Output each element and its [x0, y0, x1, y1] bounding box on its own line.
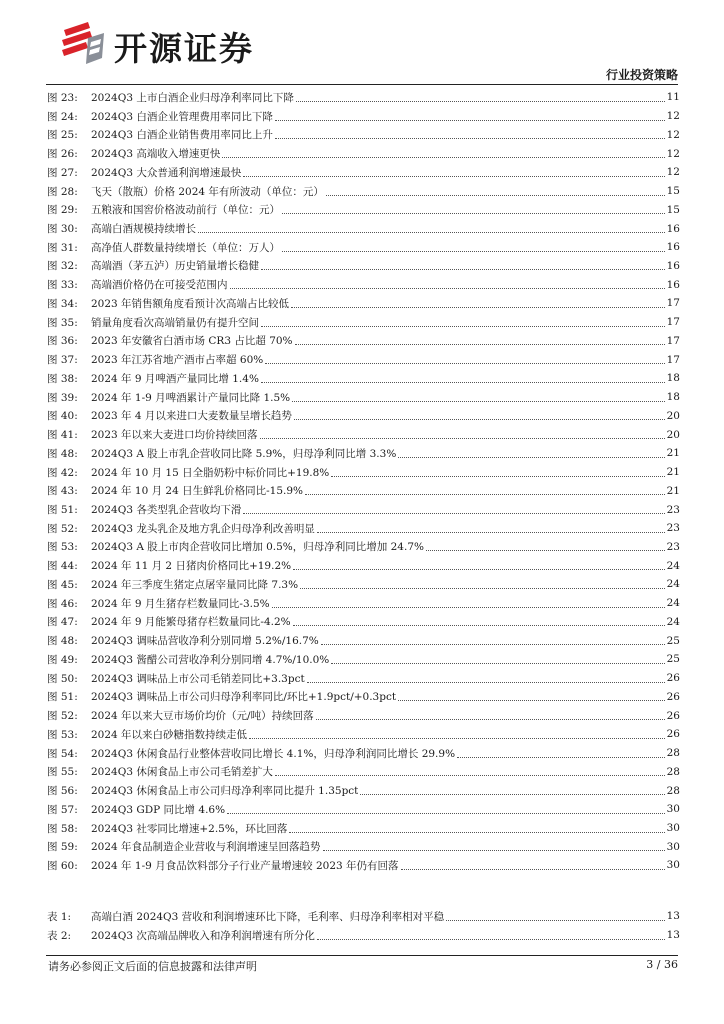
- dot-leader: [307, 682, 665, 683]
- figure-entry[interactable]: [47, 388, 680, 407]
- figure-entry-title[interactable]: 2023 年安徽省白酒市场 CR3 占比超 70%: [91, 335, 293, 348]
- figure-entry-title[interactable]: 2024Q3 酱醋公司营收净利分别同增 4.7%/10.0%: [91, 653, 330, 666]
- figure-entry-title[interactable]: 2024Q3 调味品上市公司归母净利率同比/环比+1.9pct/+0.3pct: [91, 691, 397, 704]
- figure-entry[interactable]: [47, 163, 680, 182]
- dot-leader: [292, 401, 664, 402]
- figure-entry[interactable]: [47, 463, 680, 482]
- header-divider: [46, 84, 678, 85]
- figure-entry-title[interactable]: 2024Q3 龙头乳企及地方乳企归母净利改善明显: [91, 522, 315, 535]
- figure-entry[interactable]: [47, 837, 680, 856]
- table-entry[interactable]: [47, 907, 680, 926]
- figure-entry-title[interactable]: 2023 年江苏省地产酒市占率超 60%: [91, 354, 264, 367]
- figure-entry-page[interactable]: 11: [666, 91, 680, 104]
- dot-leader: [446, 920, 664, 921]
- figure-entry-page[interactable]: 16: [666, 222, 680, 235]
- figure-entry-number: 图 51:: [47, 691, 78, 704]
- figure-entry[interactable]: [47, 332, 680, 351]
- figure-entry[interactable]: [47, 219, 680, 238]
- figure-entry[interactable]: [47, 631, 680, 650]
- figure-entry-number: 图 56:: [47, 785, 78, 798]
- dot-leader: [398, 700, 665, 701]
- figure-entry-page[interactable]: 18: [666, 391, 680, 404]
- table-list: [47, 907, 680, 944]
- figure-entry[interactable]: [47, 650, 680, 669]
- dot-leader: [323, 850, 665, 851]
- dot-leader: [289, 832, 664, 833]
- figure-entry-number: 图 32:: [47, 260, 78, 273]
- figure-entry-number: 图 27:: [47, 166, 78, 179]
- figure-entry-page[interactable]: 12: [666, 147, 680, 160]
- figure-entry-number: 图 60:: [47, 859, 78, 872]
- dot-leader: [198, 232, 665, 233]
- figure-entry-title[interactable]: 2024Q3 A 股上市乳企营收同比降 5.9%，归母净利同比增 3.3%: [91, 447, 397, 460]
- figure-entry[interactable]: [47, 257, 680, 276]
- figure-entry-title[interactable]: 2024 年 1-9 月啤酒累计产量同比降 1.5%: [91, 391, 291, 404]
- figure-entry-page[interactable]: 20: [666, 428, 680, 441]
- footer-divider: [46, 955, 678, 956]
- figure-entry-title[interactable]: 2024Q3 社零同比增速+2.5%，环比回落: [91, 822, 288, 835]
- figure-entry-number: 图 51:: [47, 504, 78, 517]
- footer-disclaimer: 请务必参阅正文后面的信息披露和法律声明: [48, 960, 257, 973]
- table-entry-number: 表 2:: [47, 929, 72, 942]
- figure-entry-title[interactable]: 高端酒价格仍在可接受范围内: [91, 279, 228, 292]
- figure-entry-number: 图 25:: [47, 129, 78, 142]
- figure-entry-number: 图 23:: [47, 91, 78, 104]
- figure-entry[interactable]: [47, 725, 680, 744]
- figure-entry[interactable]: [47, 406, 680, 425]
- dot-leader: [261, 269, 665, 270]
- figure-entry[interactable]: [47, 688, 680, 707]
- figure-entry-title[interactable]: 2024Q3 调味品营收净利分别同增 5.2%/16.7%: [91, 635, 319, 648]
- figure-entry-number: 图 30:: [47, 223, 78, 235]
- dot-leader: [227, 813, 665, 814]
- figure-entry-number: 图 42:: [47, 466, 78, 479]
- figure-entry[interactable]: [47, 856, 680, 875]
- figure-entry[interactable]: [47, 762, 680, 781]
- figure-entry[interactable]: [47, 238, 680, 257]
- figure-entry-page[interactable]: 26: [666, 709, 680, 722]
- figure-entry-number: 图 59:: [47, 841, 78, 854]
- dot-leader: [296, 101, 665, 102]
- dot-leader: [275, 775, 665, 776]
- dot-leader: [260, 438, 665, 439]
- figure-entry-number: 图 29:: [47, 204, 78, 217]
- figure-entry[interactable]: [47, 107, 680, 126]
- dot-leader: [261, 326, 665, 327]
- figure-entry-number: 图 37:: [47, 354, 78, 367]
- figure-entry-title[interactable]: 销量角度看次高端销量仍有提升空间: [91, 316, 259, 329]
- figure-entry-page[interactable]: 15: [666, 203, 680, 216]
- figure-entry-page[interactable]: 21: [666, 447, 680, 460]
- figure-entry-page[interactable]: 28: [666, 747, 680, 760]
- figure-entry[interactable]: [47, 313, 680, 332]
- figure-entry[interactable]: [47, 575, 680, 594]
- figure-entry-number: 图 52:: [47, 522, 78, 535]
- figure-entry-title[interactable]: 2024 年 9 月生猪存栏数量同比-3.5%: [91, 597, 270, 610]
- table-entry-title[interactable]: 高端白酒 2024Q3 营收和利润增速环比下降，毛利率、归母净利率相对平稳: [91, 910, 445, 923]
- figure-entry-page[interactable]: 30: [666, 859, 680, 872]
- figure-entry[interactable]: [47, 538, 680, 557]
- dot-leader: [331, 476, 664, 477]
- page-header: [0, 0, 724, 86]
- figure-entry-page[interactable]: 24: [666, 615, 680, 628]
- figure-entry[interactable]: [47, 350, 680, 369]
- dot-leader: [282, 213, 665, 214]
- figure-entry-page[interactable]: 21: [666, 466, 680, 479]
- figure-entry-number: 图 26:: [47, 148, 78, 161]
- dot-leader: [426, 550, 665, 551]
- figure-entry-page[interactable]: 15: [666, 185, 680, 198]
- figure-entry-number: 图 39:: [47, 391, 78, 404]
- brand-logo: [60, 18, 270, 66]
- figure-entry-page[interactable]: 23: [666, 522, 680, 535]
- figure-entry[interactable]: [47, 125, 680, 144]
- figure-entry-title[interactable]: 2024Q3 各类型乳企营收均下滑: [91, 504, 242, 517]
- figure-entry-page[interactable]: 17: [666, 316, 680, 329]
- figure-entry[interactable]: [47, 819, 680, 838]
- figure-entry-title[interactable]: 2024 年 9 月能繁母猪存栏数量同比-4.2%: [91, 616, 291, 629]
- figure-entry-title[interactable]: 2024Q3 白酒企业管理费用率同比下降: [91, 110, 273, 123]
- figure-entry[interactable]: [47, 294, 680, 313]
- figure-entry-number: 图 41:: [47, 429, 78, 442]
- figure-entry[interactable]: [47, 369, 680, 388]
- dot-leader: [331, 663, 664, 664]
- dot-leader: [222, 157, 664, 158]
- figure-entry-number: 图 34:: [47, 297, 78, 310]
- figure-entry-title[interactable]: 2024Q3 GDP 同比增 4.6%: [91, 803, 226, 816]
- figure-entry-title[interactable]: 2024 年食品制造企业营收与利润增速呈回落趋势: [91, 841, 321, 854]
- figure-entry[interactable]: [47, 781, 680, 800]
- figure-entry-number: 图 35:: [47, 316, 78, 329]
- dot-leader: [321, 644, 665, 645]
- figure-entry-title[interactable]: 2024 年 9 月啤酒产量同比增 1.4%: [91, 372, 259, 385]
- figure-entry-page[interactable]: 23: [666, 540, 680, 553]
- figure-entry-number: 图 52:: [47, 710, 78, 723]
- figure-entry-title[interactable]: 高端酒（茅五泸）历史销量增长稳健: [91, 260, 259, 273]
- figure-entry-number: 图 58:: [47, 822, 78, 835]
- figure-entry-page[interactable]: 26: [666, 672, 680, 685]
- figure-entry-number: 图 38:: [47, 372, 78, 385]
- dot-leader: [401, 869, 665, 870]
- figure-entry-title[interactable]: 2024Q3 大众普通利润增速最快: [91, 166, 242, 179]
- figure-entry[interactable]: [47, 744, 680, 763]
- section-label: 行业投资策略: [605, 68, 678, 82]
- figure-entry-number: 图 40:: [47, 410, 78, 423]
- figure-entry[interactable]: [47, 706, 680, 725]
- figure-entry-number: 图 53:: [47, 541, 78, 554]
- figure-entry-title[interactable]: 2024Q3 A 股上市肉企营收同比增加 0.5%，归母净利同比增加 24.7%: [91, 541, 424, 554]
- figure-entry-page[interactable]: 23: [666, 503, 680, 516]
- dot-leader: [265, 363, 664, 364]
- figure-entry-title[interactable]: 2024Q3 白酒企业销售费用率同比上升: [91, 129, 273, 142]
- table-entry-title[interactable]: 2024Q3 次高端品牌收入和净利润增速有所分化: [91, 929, 315, 942]
- figure-entry[interactable]: [47, 556, 680, 575]
- figure-entry-number: 图 43:: [47, 485, 78, 498]
- table-entry-number: 表 1:: [47, 910, 72, 923]
- figure-entry-page[interactable]: 18: [666, 372, 680, 385]
- figure-entry-title[interactable]: 2023 年销售额角度看预计次高端占比较低: [91, 297, 290, 310]
- figure-entry[interactable]: [47, 425, 680, 444]
- dot-leader: [316, 719, 665, 720]
- table-entry[interactable]: [47, 926, 680, 945]
- figure-entry-number: 图 28:: [47, 185, 78, 198]
- figure-entry-number: 图 48:: [47, 635, 78, 648]
- figure-entry-number: 图 47:: [47, 616, 78, 629]
- figure-entry-title[interactable]: 2024 年 11 月 2 日猪肉价格同比+19.2%: [91, 560, 292, 573]
- dot-leader: [243, 513, 664, 514]
- figure-entry-page[interactable]: 26: [666, 690, 680, 703]
- figure-entry-number: 图 54:: [47, 747, 78, 760]
- dot-leader: [295, 344, 665, 345]
- dot-leader: [293, 625, 665, 626]
- figure-entry-page[interactable]: 16: [666, 278, 680, 291]
- dot-leader: [272, 607, 665, 608]
- figure-entry-title[interactable]: 2024Q3 休闲食品行业整体营收同比增长 4.1%，归母净利润同比增长 29.9%: [91, 747, 456, 760]
- figure-entry-title[interactable]: 2023 年 4 月以来进口大麦数量呈增长趋势: [91, 410, 292, 423]
- dot-leader: [230, 288, 665, 289]
- figure-entry-page[interactable]: 21: [666, 484, 680, 497]
- dot-leader: [243, 176, 664, 177]
- dot-leader: [398, 457, 664, 458]
- figure-entry-page[interactable]: 30: [666, 822, 680, 834]
- figure-entry-title[interactable]: 2024Q3 上市白酒企业归母净利率同比下降: [91, 91, 294, 104]
- figure-entry-title[interactable]: 高端白酒规模持续增长: [91, 223, 196, 235]
- figure-entry-title[interactable]: 2023 年以来大麦进口均价持续回落: [91, 429, 258, 442]
- figure-entry-title[interactable]: 飞天（散瓶）价格 2024 年有所波动（单位：元）: [91, 185, 324, 198]
- figure-entry-number: 图 48:: [47, 447, 78, 460]
- figure-entry[interactable]: [47, 88, 680, 107]
- figure-entry-page[interactable]: 26: [666, 728, 680, 741]
- figure-entry-title[interactable]: 2024Q3 调味品上市公司毛销差同比+3.3pct: [91, 672, 305, 685]
- figure-entry-title[interactable]: 2024 年 10 月 24 日生鲜乳价格同比-15.9%: [91, 485, 304, 498]
- figure-entry[interactable]: [47, 182, 680, 201]
- brand-logo-icon: [60, 18, 106, 66]
- dot-leader: [293, 569, 665, 570]
- dot-leader: [305, 494, 665, 495]
- figure-entry-number: 图 55:: [47, 766, 78, 779]
- figure-entry-number: 图 33:: [47, 279, 78, 292]
- figure-entry-page[interactable]: 17: [666, 334, 680, 347]
- figure-entry-title[interactable]: 五粮液和国窖价格波动前行（单位：元）: [91, 204, 280, 217]
- figure-entry-title[interactable]: 2024Q3 高端收入增速更快: [91, 148, 221, 161]
- figure-entry[interactable]: [47, 444, 680, 463]
- figure-entry-title[interactable]: 2024Q3 休闲食品上市公司毛销差扩大: [91, 766, 273, 779]
- dot-leader: [317, 532, 665, 533]
- figure-entry-number: 图 50:: [47, 672, 78, 685]
- figure-entry[interactable]: [47, 594, 680, 613]
- dot-leader: [360, 794, 664, 795]
- figure-entry-title[interactable]: 高净值人群数量持续增长（单位：万人）: [91, 241, 280, 254]
- figure-entry-page[interactable]: 24: [666, 597, 680, 610]
- figure-entry-page[interactable]: 17: [666, 297, 680, 310]
- figure-entry-number: 图 44:: [47, 560, 78, 573]
- figure-entry-page[interactable]: 17: [666, 353, 680, 366]
- figure-entry-page[interactable]: 30: [666, 803, 680, 816]
- figure-entry[interactable]: [47, 519, 680, 538]
- dot-leader: [457, 757, 665, 758]
- figure-entry[interactable]: [47, 200, 680, 219]
- dot-leader: [294, 419, 665, 420]
- dot-leader: [317, 939, 665, 940]
- brand-name: 开源证券: [114, 29, 254, 68]
- figure-entry-number: 图 24:: [47, 110, 78, 123]
- figure-entry-number: 图 36:: [47, 335, 78, 348]
- figure-entry-title[interactable]: 2024 年 10 月 15 日全脂奶粉中标价同比+19.8%: [91, 466, 330, 479]
- figure-entry-page[interactable]: 24: [666, 578, 680, 591]
- figure-entry-page[interactable]: 12: [666, 166, 680, 179]
- figure-entry[interactable]: [47, 669, 680, 688]
- dot-leader: [261, 382, 665, 383]
- dot-leader: [291, 307, 665, 308]
- figure-entry[interactable]: [47, 481, 680, 500]
- figure-entry-page[interactable]: 12: [666, 110, 680, 123]
- table-entry-page[interactable]: 13: [666, 910, 680, 923]
- figure-entry-number: 图 57:: [47, 803, 78, 816]
- figure-entry-title[interactable]: 2024 年以来白砂糖指数持续走低: [91, 728, 248, 741]
- table-entry-page[interactable]: 13: [666, 929, 680, 942]
- figure-entry-page[interactable]: 12: [666, 128, 680, 141]
- figure-entry-number: 图 53:: [47, 728, 78, 741]
- figure-entry[interactable]: [47, 275, 680, 294]
- figure-entry-page[interactable]: 25: [666, 634, 680, 647]
- figure-entry[interactable]: [47, 613, 680, 632]
- dot-leader: [249, 738, 665, 739]
- figure-entry-page[interactable]: 20: [666, 409, 680, 422]
- dot-leader: [326, 195, 665, 196]
- figure-entry-page[interactable]: 16: [666, 259, 680, 272]
- figure-entry[interactable]: [47, 500, 680, 519]
- figure-entry[interactable]: [47, 800, 680, 819]
- figure-entry-number: 图 31:: [47, 241, 78, 254]
- dot-leader: [282, 251, 665, 252]
- figure-entry-title[interactable]: 2024 年 1-9 月食品饮料部分子行业产量增速较 2023 年仍有回落: [91, 859, 399, 872]
- figure-entry-page[interactable]: 24: [666, 559, 680, 572]
- figure-entry-page[interactable]: 28: [666, 784, 680, 797]
- figure-entry-title[interactable]: 2024 年三季度生猪定点屠宰量同比降 7.3%: [91, 578, 299, 591]
- figure-entry-page[interactable]: 28: [666, 765, 680, 778]
- figure-entry-number: 图 49:: [47, 653, 78, 666]
- dot-leader: [300, 588, 665, 589]
- figure-list: [47, 88, 680, 875]
- figure-entry-title[interactable]: 2024Q3 休闲食品上市公司归母净利率同比提升 1.35pct: [91, 785, 359, 798]
- figure-entry-page[interactable]: 16: [666, 241, 680, 254]
- dot-leader: [275, 120, 665, 121]
- figure-entry[interactable]: [47, 144, 680, 163]
- figure-entry-number: 图 46:: [47, 597, 78, 610]
- page-number: 3 / 36: [646, 958, 678, 971]
- figure-entry-page[interactable]: 25: [666, 653, 680, 666]
- figure-entry-title[interactable]: 2024 年以来大豆市场价均价（元/吨）持续回落: [91, 710, 314, 723]
- figure-entry-page[interactable]: 30: [666, 840, 680, 853]
- dot-leader: [275, 138, 665, 139]
- figure-entry-number: 图 45:: [47, 578, 78, 591]
